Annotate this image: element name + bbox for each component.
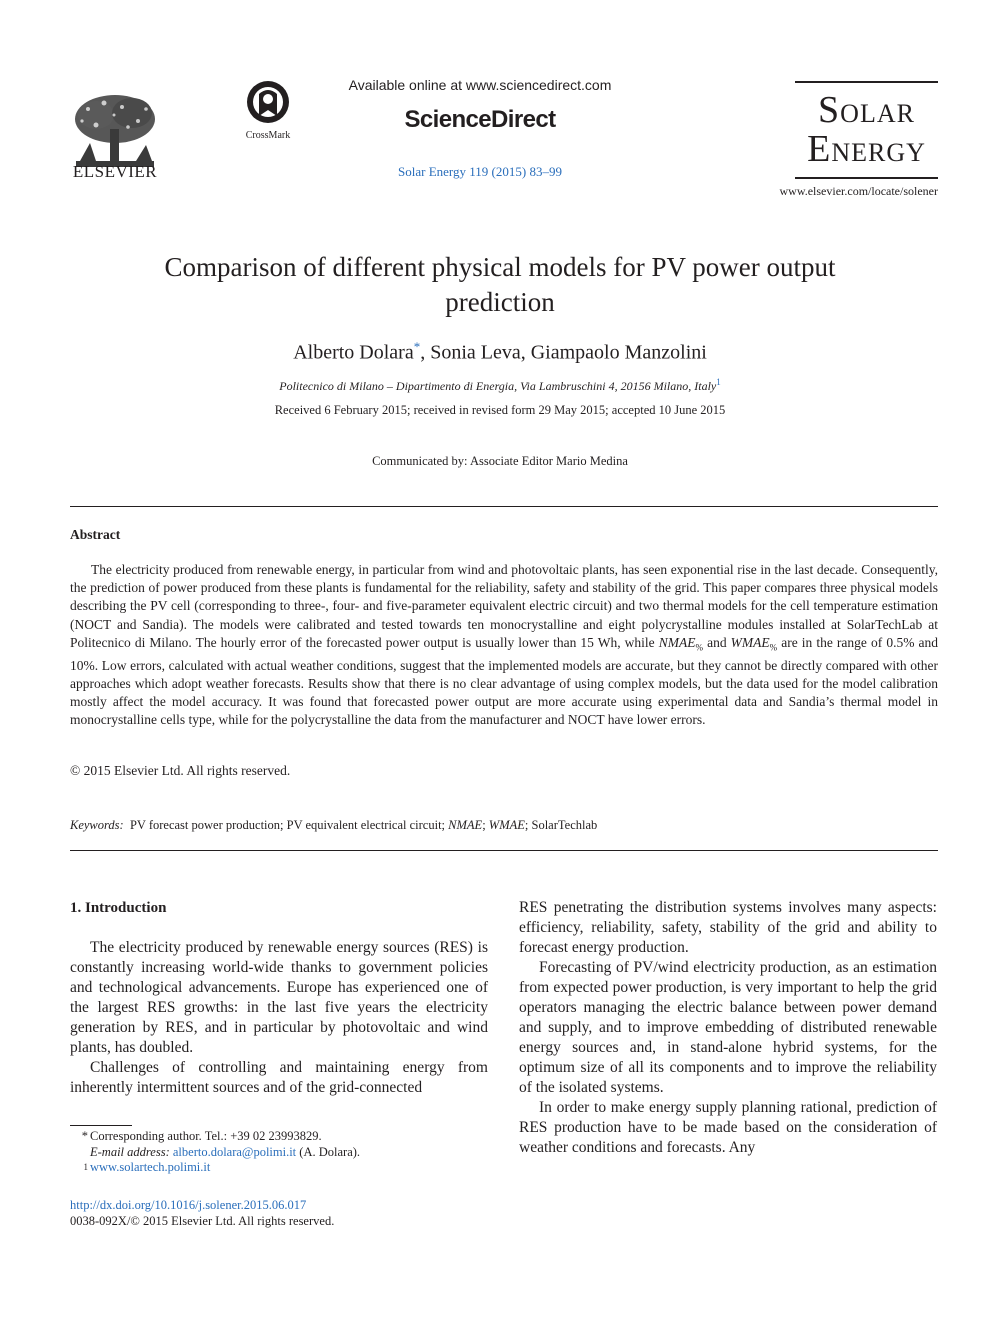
column-left [70,938,488,1098]
author-others: , Sonia Leva, Giampaolo Manzolini [420,341,707,364]
crossmark-label: CrossMark [245,130,291,141]
affiliation: Politecnico di Milano – Dipartimento di Energia, Via Lambruschini 4, 20156 Milano, Italy$^1$ [279,377,721,393]
footnote-corresponding: * Corresponding author. Tel.: +39 02 23993829. [81,1129,322,1143]
crossmark-icon [246,80,290,124]
crossmark-badge[interactable] [238,80,298,141]
divider-top [70,506,938,507]
paragraph: In order to make energy supply planning rational, prediction of RES production have to be made based on the consideration of weather conditions and forecasts. Any [519,1099,937,1156]
masthead-word-energy: ENERGY [807,128,926,170]
journal-reference-link[interactable]: Solar Energy 119 (2015) 83–99 [398,164,562,179]
abstract-heading: Abstract [70,527,121,542]
footnote-divider [70,1125,132,1126]
affiliation-footnote-mark[interactable]: 1 [716,377,721,387]
paragraph: RES penetrating the distribution systems involves many aspects: efficiency, reliability, safety, stability of the grid and ability to forecast energy production. [519,899,937,956]
available-online-text: Available online at www.sciencedirect.com [348,77,612,93]
received-dates: Received 6 February 2015; received in revised form 29 May 2015; accepted 10 June 2015 [274,403,726,417]
journal-homepage-link[interactable]: www.elsevier.com/locate/solener [779,184,938,198]
corresponding-author-mark[interactable]: * [413,339,421,354]
footnote-website: 1 www.solartech.polimi.it [83,1160,211,1175]
issn-copyright: 0038-092X/© 2015 Elsevier Ltd. All rights reserved. [70,1214,335,1228]
abstract-body: The electricity produced from renewable energy, in particular from wind and photovoltaic plants, has seen exponential rise in the last decade. Consequently, the prediction of power produced from these plants is fundamental for the reliability, safety and stability of the grid. This paper compares three physical models describing the PV cell (corresponding to three-, four- and five-parameter equivalent electric circuit) and two thermal models for the cell temperature estimation (NOCT and Sandia). The models were calibrated and tested towards ten monocrystalline and eight polycrystalline modules installed at SolarTechLab at Politecnico di Milano. The hourly error of the forecasted power output is usually lower than 15 Wh, while $NMAE_{\%}$ and $WMAE_{\%}$ are in the range of 0.5% and 10%. Low errors, calculated with actual weather conditions, suggest that the implemented models are accurate, but they cannot be directly compared with other approaches which adopt weather forecasts. Results show that there is no clear advantage of using complex models, but the data used for the model calibration mostly affect the model accuracy. It was found that forecasted power output are more accurate using experimental data and Sandia’s thermal model in monocrystalline cells type, while for the polycrystalline the data from the manufacturer and NOCT have lower errors. [70,562,939,728]
footnotes [70,1129,360,1176]
footnote-email: E-mail address: alberto.dolara@polimi.it (A. Dolara). [90,1144,361,1159]
masthead-word-solar: SOLAR [818,89,915,131]
article-title: Comparison of different physical models for PV power output prediction [164,252,836,317]
abstract-copyright: © 2015 Elsevier Ltd. All rights reserved. [70,763,291,778]
author-first[interactable]: Alberto Dolara [293,341,414,364]
communicated-by: Communicated by: Associate Editor Mario Medina [372,454,628,468]
paragraph: The electricity produced by renewable energy sources (RES) is constantly increasing world-wide thanks to government policies and technological advancements. Europe has experienced one of the largest RES growths: in the last five years the electricity generation by RES, and in particular by photovoltaic and wind plants, has doubled. [70,939,488,1056]
publisher-name: ELSEVIER [72,162,158,181]
keywords: Keywords: PV forecast power production; PV equivalent electrical circuit; NMAE; WMAE; SolarTechlab [70,818,598,832]
sciencedirect-logo[interactable]: ScienceDirect [404,106,556,133]
website-link[interactable]: www.solartech.polimi.it [90,1160,211,1175]
email-link[interactable]: alberto.dolara@polimi.it [172,1144,297,1159]
column-right [519,898,937,1158]
journal-masthead [795,81,938,179]
author-list [100,339,900,365]
divider-bottom [70,850,938,851]
section-heading-introduction: 1. Introduction [70,900,167,916]
paragraph: Forecasting of PV/wind electricity production, as an estimation from expected power production, is very important to help the grid operators managing the electric balance between power demand and supply, and to improve embedding of distributed renewable energy sources and, in stand-alone hybrid systems, for the optimum size of all its components and to improve the reliability of the isolated systems. [519,959,937,1096]
doi-link[interactable]: http://dx.doi.org/10.1016/j.solener.2015.06.017 [70,1198,307,1212]
paragraph: Challenges of controlling and maintaining energy from inherently intermittent sources and of the grid-connected [70,1059,488,1096]
